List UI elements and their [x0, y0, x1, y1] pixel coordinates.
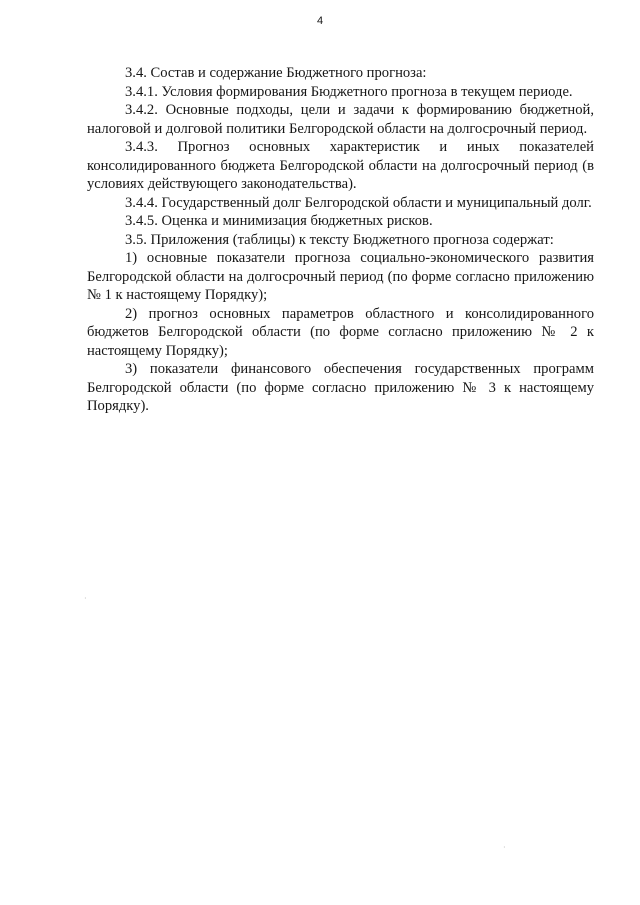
paragraph-3-4-1: 3.4.1. Условия формирования Бюджетного прогноза в текущем периоде.: [125, 83, 573, 100]
scan-speck: ·: [503, 843, 506, 852]
paragraph-3-4: 3.4. Состав и содержание Бюджетного прогноза:: [125, 65, 427, 81]
paragraph-3-5: 3.5. Приложения (таблицы) к тексту Бюджетного прогноза содержат:: [125, 231, 554, 248]
paragraph-3-4-4: 3.4.4. Государственный долг Белгородской области и муниципальный долг.: [125, 194, 592, 211]
page-number: 4: [316, 15, 324, 27]
list-item-3: 3) показатели финансового обеспечения государственных программ Белгородской области (по форме согласно приложению № 3 к настоящему Порядку).: [87, 361, 594, 414]
list-item-1: 1) основные показатели прогноза социально-экономического развития Белгородской области на долгосрочный период (по форме согласно приложению № 1 к настоящему Порядку);: [87, 250, 594, 303]
list-item-2: 2) прогноз основных параметров областного и консолидированного бюджетов Белгородской области (по форме согласно приложению № 2 к настоящему Порядку);: [87, 305, 594, 359]
paragraph-3-4-3: 3.4.3. Прогноз основных характеристик и иных показателей консолидированного бюджета Белгородской области на долгосрочный период (в условиях действующего законодательства).: [87, 139, 594, 192]
paragraph-3-4-5: 3.4.5. Оценка и минимизация бюджетных рисков.: [125, 213, 433, 229]
paragraph-3-4-2: 3.4.2. Основные подходы, цели и задачи к формированию бюджетной, налоговой и долговой политики Белгородской области на долгосрочный период.: [87, 102, 594, 137]
document-body: [87, 64, 594, 416]
scan-speck: ·: [84, 594, 87, 603]
